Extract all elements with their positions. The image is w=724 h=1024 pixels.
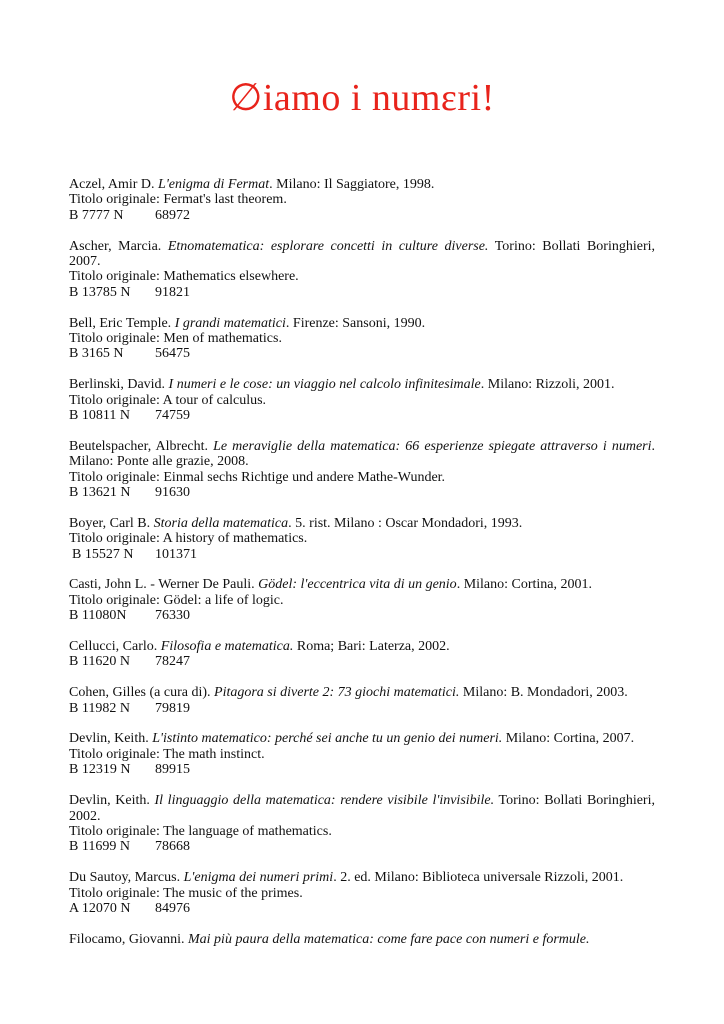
entry-title: I grandi matematici (174, 315, 286, 331)
entry-citation (69, 177, 655, 192)
entry-shelf-mark: B 10811 N (69, 408, 130, 424)
entry-title: Pitagora si diverte 2: 73 giochi matematici. (214, 685, 460, 701)
entry-inventory-number: 101371 (155, 546, 197, 562)
entry-citation (69, 793, 655, 824)
entry-shelf-mark: B 11982 N (69, 700, 130, 716)
entry-shelf-mark: B 15527 N (72, 546, 134, 562)
entry-inventory-number: 74759 (155, 408, 190, 424)
entry-citation (69, 731, 655, 746)
entry-original-title: Titolo originale: Fermat's last theorem. (69, 192, 287, 208)
bibliography-list (69, 177, 655, 963)
entry-shelf-mark: B 11699 N (69, 839, 130, 855)
entry-author: Boyer, Carl B. (69, 515, 154, 531)
entry-shelf-line (69, 208, 655, 223)
entry-shelf-line (69, 762, 655, 777)
entry-title: Mai più paura della matematica: come fare pace con numeri e formule. (188, 931, 590, 947)
entry-original-title: Titolo originale: The language of mathematics. (69, 823, 332, 839)
bibliography-entry (69, 639, 655, 670)
entry-shelf-mark: B 11080N (69, 608, 127, 624)
entry-inventory-number: 84976 (155, 900, 190, 916)
entry-citation (69, 932, 655, 947)
entry-original-title: Titolo originale: Men of mathematics. (69, 331, 282, 347)
bibliography-entry (69, 316, 655, 362)
entry-original-title: Titolo originale: Einmal sechs Richtige und andere Mathe-Wunder. (69, 469, 446, 485)
entry-citation (69, 239, 655, 270)
entry-shelf-line (69, 608, 655, 623)
entry-original-title: Titolo originale: A history of mathematics. (69, 531, 308, 547)
entry-author: Bell, Eric Temple. (69, 315, 175, 331)
entry-citation (69, 439, 655, 470)
entry-shelf-line (69, 485, 655, 500)
entry-title: L'istinto matematico: perché sei anche tu un genio dei numeri. (152, 731, 503, 747)
entry-title: Etnomatematica: esplorare concetti in culture diverse. (167, 238, 489, 254)
entry-shelf-line (69, 701, 655, 716)
entry-publication: Torino: Bollati Boringhieri, 2007. (69, 238, 656, 270)
entry-author: Cellucci, Carlo. (69, 639, 161, 655)
entry-inventory-number: 68972 (155, 207, 190, 223)
entry-author: Devlin, Keith. (69, 793, 155, 809)
bibliography-entry (69, 685, 655, 716)
bibliography-entry (69, 516, 655, 562)
entry-author: Filocamo, Giovanni. (69, 931, 188, 947)
entry-shelf-mark: B 7777 N (69, 207, 124, 223)
entry-publication: Milano: Cortina, 2007. (502, 731, 635, 747)
entry-citation (69, 639, 655, 654)
entry-shelf-mark: A 12070 N (69, 900, 131, 916)
entry-citation (69, 377, 655, 392)
entry-publication: . Milano: Ponte alle grazie, 2008. (69, 438, 655, 470)
entry-inventory-number: 78247 (155, 654, 190, 670)
entry-title: Il linguaggio della matematica: rendere visibile l'invisibile. (154, 793, 495, 809)
entry-shelf-line (69, 901, 655, 916)
entry-author: Aczel, Amir D. (69, 177, 159, 192)
bibliography-entry (69, 177, 655, 223)
bibliography-entry (69, 239, 655, 301)
entry-citation (69, 516, 655, 531)
bibliography-entry (69, 731, 655, 777)
entry-inventory-number: 79819 (155, 700, 190, 716)
entry-publication: . Milano: Rizzoli, 2001. (480, 377, 615, 393)
entry-citation (69, 870, 655, 885)
entry-author: Du Sautoy, Marcus. (69, 870, 184, 886)
entry-title: Le meraviglie della matematica: 66 esperienze spiegate attraverso i numeri (213, 438, 652, 454)
entry-shelf-line (69, 654, 655, 669)
entry-original-title: Titolo originale: The math instinct. (69, 746, 265, 762)
entry-title: I numeri e le cose: un viaggio nel calcolo infinitesimale (168, 377, 481, 393)
page-title: ∅iamo i numεri! (229, 77, 495, 119)
entry-shelf-mark: B 13621 N (69, 485, 131, 501)
entry-shelf-mark: B 13785 N (69, 284, 131, 300)
bibliography-entry (69, 870, 655, 916)
entry-author: Berlinski, David. (69, 377, 169, 393)
entry-inventory-number: 78668 (155, 839, 190, 855)
entry-title: L'enigma di Fermat (158, 177, 270, 192)
entry-inventory-number: 76330 (155, 608, 190, 624)
bibliography-entry (69, 793, 655, 855)
entry-publication: . 2. ed. Milano: Biblioteca universale Rizzoli, 2001. (333, 870, 624, 886)
entry-shelf-line (69, 346, 655, 361)
entry-publication: . 5. rist. Milano : Oscar Mondadori, 1993. (288, 515, 523, 531)
entry-citation (69, 577, 655, 592)
entry-shelf-line (69, 408, 655, 423)
entry-publication: Roma; Bari: Laterza, 2002. (293, 639, 450, 655)
entry-title: Gödel: l'eccentrica vita di un genio (258, 577, 457, 593)
entry-author: Cohen, Gilles (a cura di). (69, 685, 215, 701)
entry-publication: . Milano: Il Saggiatore, 1998. (269, 177, 435, 192)
entry-original-title: Titolo originale: Gödel: a life of logic. (69, 592, 284, 608)
entry-inventory-number: 91630 (155, 485, 190, 501)
entry-original-title: Titolo originale: A tour of calculus. (69, 392, 267, 408)
entry-inventory-number: 91821 (155, 284, 190, 300)
entry-shelf-line (69, 547, 655, 562)
bibliography-entry (69, 439, 655, 501)
bibliography-entry (69, 932, 655, 947)
entry-inventory-number: 89915 (155, 762, 190, 778)
entry-publication: . Firenze: Sansoni, 1990. (285, 315, 426, 331)
entry-shelf-line (69, 285, 655, 300)
entry-author: Ascher, Marcia. (69, 238, 168, 254)
entry-author: Devlin, Keith. (69, 731, 153, 747)
entry-title: L'enigma dei numeri primi (183, 870, 334, 886)
entry-shelf-mark: B 12319 N (69, 762, 131, 778)
bibliography-entry (69, 577, 655, 623)
entry-publication: . Milano: Cortina, 2001. (456, 577, 593, 593)
entry-shelf-mark: B 3165 N (69, 346, 124, 362)
entry-author: Beutelspacher, Albrecht. (69, 438, 214, 454)
entry-inventory-number: 56475 (155, 346, 190, 362)
entry-publication: Torino: Bollati Boringhieri, 2002. (69, 793, 655, 824)
entry-title: Storia della matematica (153, 515, 289, 531)
bibliography-entry (69, 377, 655, 423)
entry-publication: Milano: B. Mondadori, 2003. (459, 685, 628, 701)
entry-title: Filosofia e matematica. (160, 639, 294, 655)
entry-shelf-line (69, 839, 655, 854)
entry-original-title: Titolo originale: The music of the primes. (69, 885, 303, 901)
entry-citation (69, 685, 655, 700)
entry-author: Casti, John L. - Werner De Pauli. (69, 577, 259, 593)
entry-shelf-mark: B 11620 N (69, 654, 130, 670)
entry-citation (69, 316, 655, 331)
entry-original-title: Titolo originale: Mathematics elsewhere. (69, 269, 299, 285)
